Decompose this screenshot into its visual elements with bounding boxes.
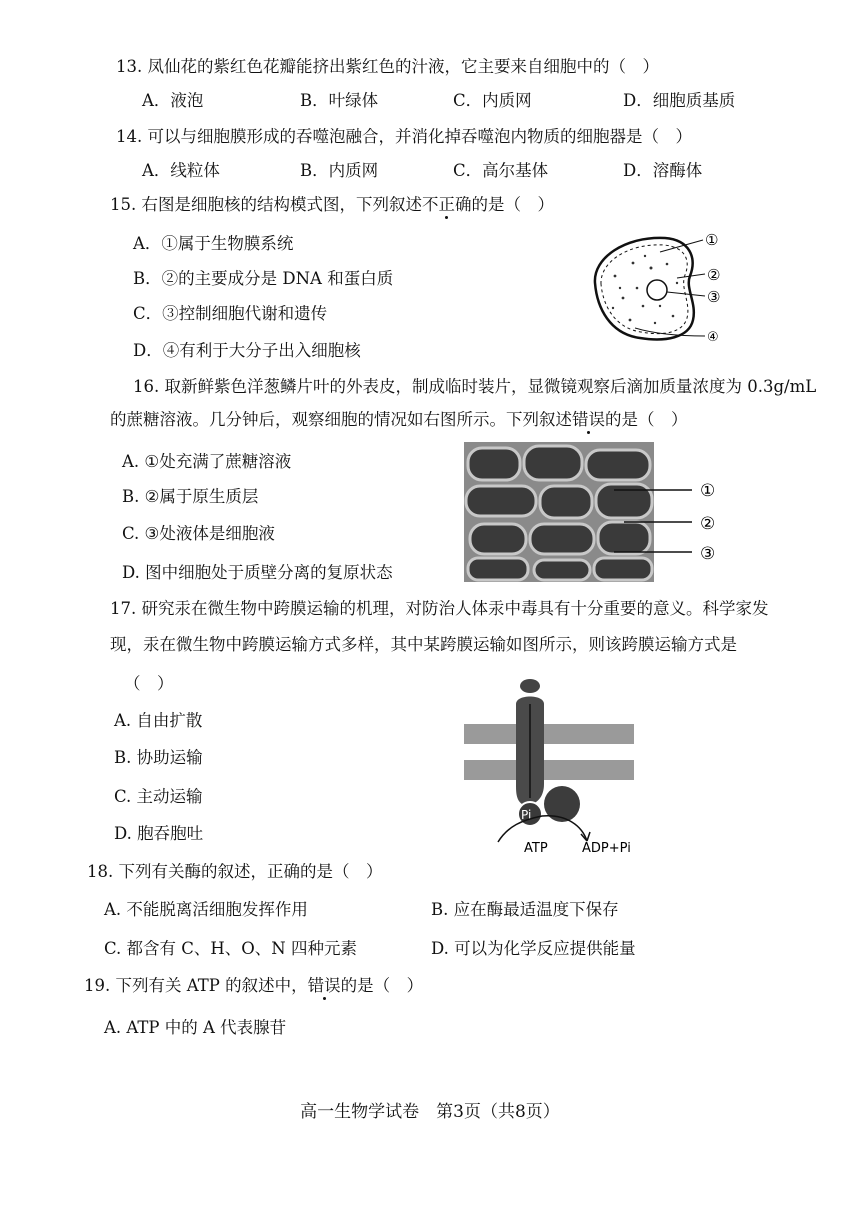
q16-stem-line2 — [110, 408, 688, 432]
transport-diagram — [462, 676, 652, 856]
membrane-bottom-layer — [464, 760, 634, 780]
nucleus-label-2: ② — [707, 266, 721, 284]
q19-stem-emphasis: 错误 — [307, 976, 341, 995]
q15-option-b: B．②的主要成分是 DNA 和蛋白质 — [133, 269, 394, 288]
q14-stem: 14. 可以与细胞膜形成的吞噬泡融合，并消化掉吞噬泡内物质的细胞器是（ ） — [116, 127, 692, 146]
q14-option-a: A．线粒体 — [142, 161, 220, 180]
atp-arrow — [498, 816, 587, 842]
nucleus-label-4: ④ — [707, 330, 719, 345]
q16-stem-pre: 的蔗糖溶液。几分钟后，观察细胞的情况如右图所示。下列叙述 — [110, 410, 572, 429]
q16-option-c: C. ③处液体是细胞液 — [122, 524, 275, 543]
q15-stem — [110, 193, 554, 217]
q19-stem-pre: 19. 下列有关 ATP 的叙述中， — [84, 976, 308, 995]
q17-stem-line3: （ ） — [124, 674, 174, 693]
micrograph-label-1: ① — [700, 481, 716, 501]
q13-option-b: B．叶绿体 — [300, 91, 379, 110]
nucleus-label-3: ③ — [707, 288, 721, 306]
q17-stem-line1: 17. 研究汞在微生物中跨膜运输的机理，对防治人体汞中毒具有十分重要的意义。科学家发 — [110, 599, 769, 618]
q16-stem-line1: 16. 取新鲜紫色洋葱鳞片叶的外表皮，制成临时装片，显微镜观察后滴加质量浓度为 0.3g/mL — [133, 377, 817, 396]
q17-option-c: C. 主动运输 — [114, 787, 203, 806]
nuclear-envelope — [595, 238, 694, 340]
q16-option-d: D. 图中细胞处于质壁分离的复原状态 — [122, 563, 393, 582]
micrograph-figure — [464, 442, 734, 582]
q13-stem: 13. 凤仙花的紫红色花瓣能挤出紫红色的汁液，它主要来自细胞中的（ ） — [116, 57, 659, 76]
membrane-top-layer — [464, 724, 634, 744]
q15-option-c: C．③控制细胞代谢和遗传 — [133, 304, 328, 323]
nucleus-label-1: ① — [705, 231, 719, 249]
nucleus-diagram — [585, 228, 725, 348]
atp-label: ATP — [524, 841, 548, 856]
q13-option-d: D．细胞质基质 — [623, 91, 736, 110]
q16-stem-emphasis: 错误 — [572, 410, 605, 429]
mercury-particle — [520, 679, 540, 693]
q18-option-a: A. 不能脱离活细胞发挥作用 — [104, 900, 308, 919]
micrograph-label-2: ② — [700, 514, 716, 534]
q17-option-b: B. 协助运输 — [114, 748, 203, 767]
phosphate-label: Pi — [521, 808, 532, 822]
q18-option-b: B. 应在酶最适温度下保存 — [431, 900, 619, 919]
q15-option-a: A．①属于生物膜系统 — [133, 234, 294, 253]
q16-stem-post: 的是（ ） — [605, 410, 688, 429]
q18-option-c: C. 都含有 C、H、O、N 四种元素 — [104, 939, 357, 958]
q19-option-a: A. ATP 中的 A 代表腺苷 — [104, 1018, 287, 1037]
q16-option-b: B. ②属于原生质层 — [122, 487, 259, 506]
adp-label: ADP+Pi — [582, 841, 631, 856]
q17-stem-line2: 现，汞在微生物中跨膜运输方式多样，其中某跨膜运输如图所示，则该跨膜运输方式是 — [110, 635, 737, 654]
q17-option-d: D. 胞吞胞吐 — [114, 824, 204, 843]
page-footer: 高一生物学试卷 第3页（共8页） — [300, 1102, 560, 1122]
nucleolus — [647, 280, 667, 300]
q15-stem-pre: 15. 右图是细胞核的结构模式图，下列叙述 — [110, 195, 422, 214]
q13-option-a: A．液泡 — [142, 91, 204, 110]
q15-stem-emphasis: 不正确 — [422, 195, 472, 214]
q19-stem — [84, 974, 423, 998]
q19-stem-post: 的是（ ） — [340, 976, 424, 995]
q18-stem: 18. 下列有关酶的叙述，正确的是（ ） — [87, 862, 383, 881]
q15-stem-post: 的是（ ） — [471, 195, 554, 214]
q17-option-a: A. 自由扩散 — [114, 711, 203, 730]
q14-option-d: D．溶酶体 — [623, 161, 703, 180]
q16-option-a: A. ①处充满了蔗糖溶液 — [122, 452, 292, 471]
q14-option-b: B．内质网 — [300, 161, 379, 180]
micrograph-label-3: ③ — [700, 544, 716, 564]
q15-option-d: D．④有利于大分子出入细胞核 — [133, 341, 361, 360]
q13-option-c: C．内质网 — [453, 91, 532, 110]
q18-option-d: D. 可以为化学反应提供能量 — [431, 939, 636, 958]
q14-option-c: C．高尔基体 — [453, 161, 549, 180]
